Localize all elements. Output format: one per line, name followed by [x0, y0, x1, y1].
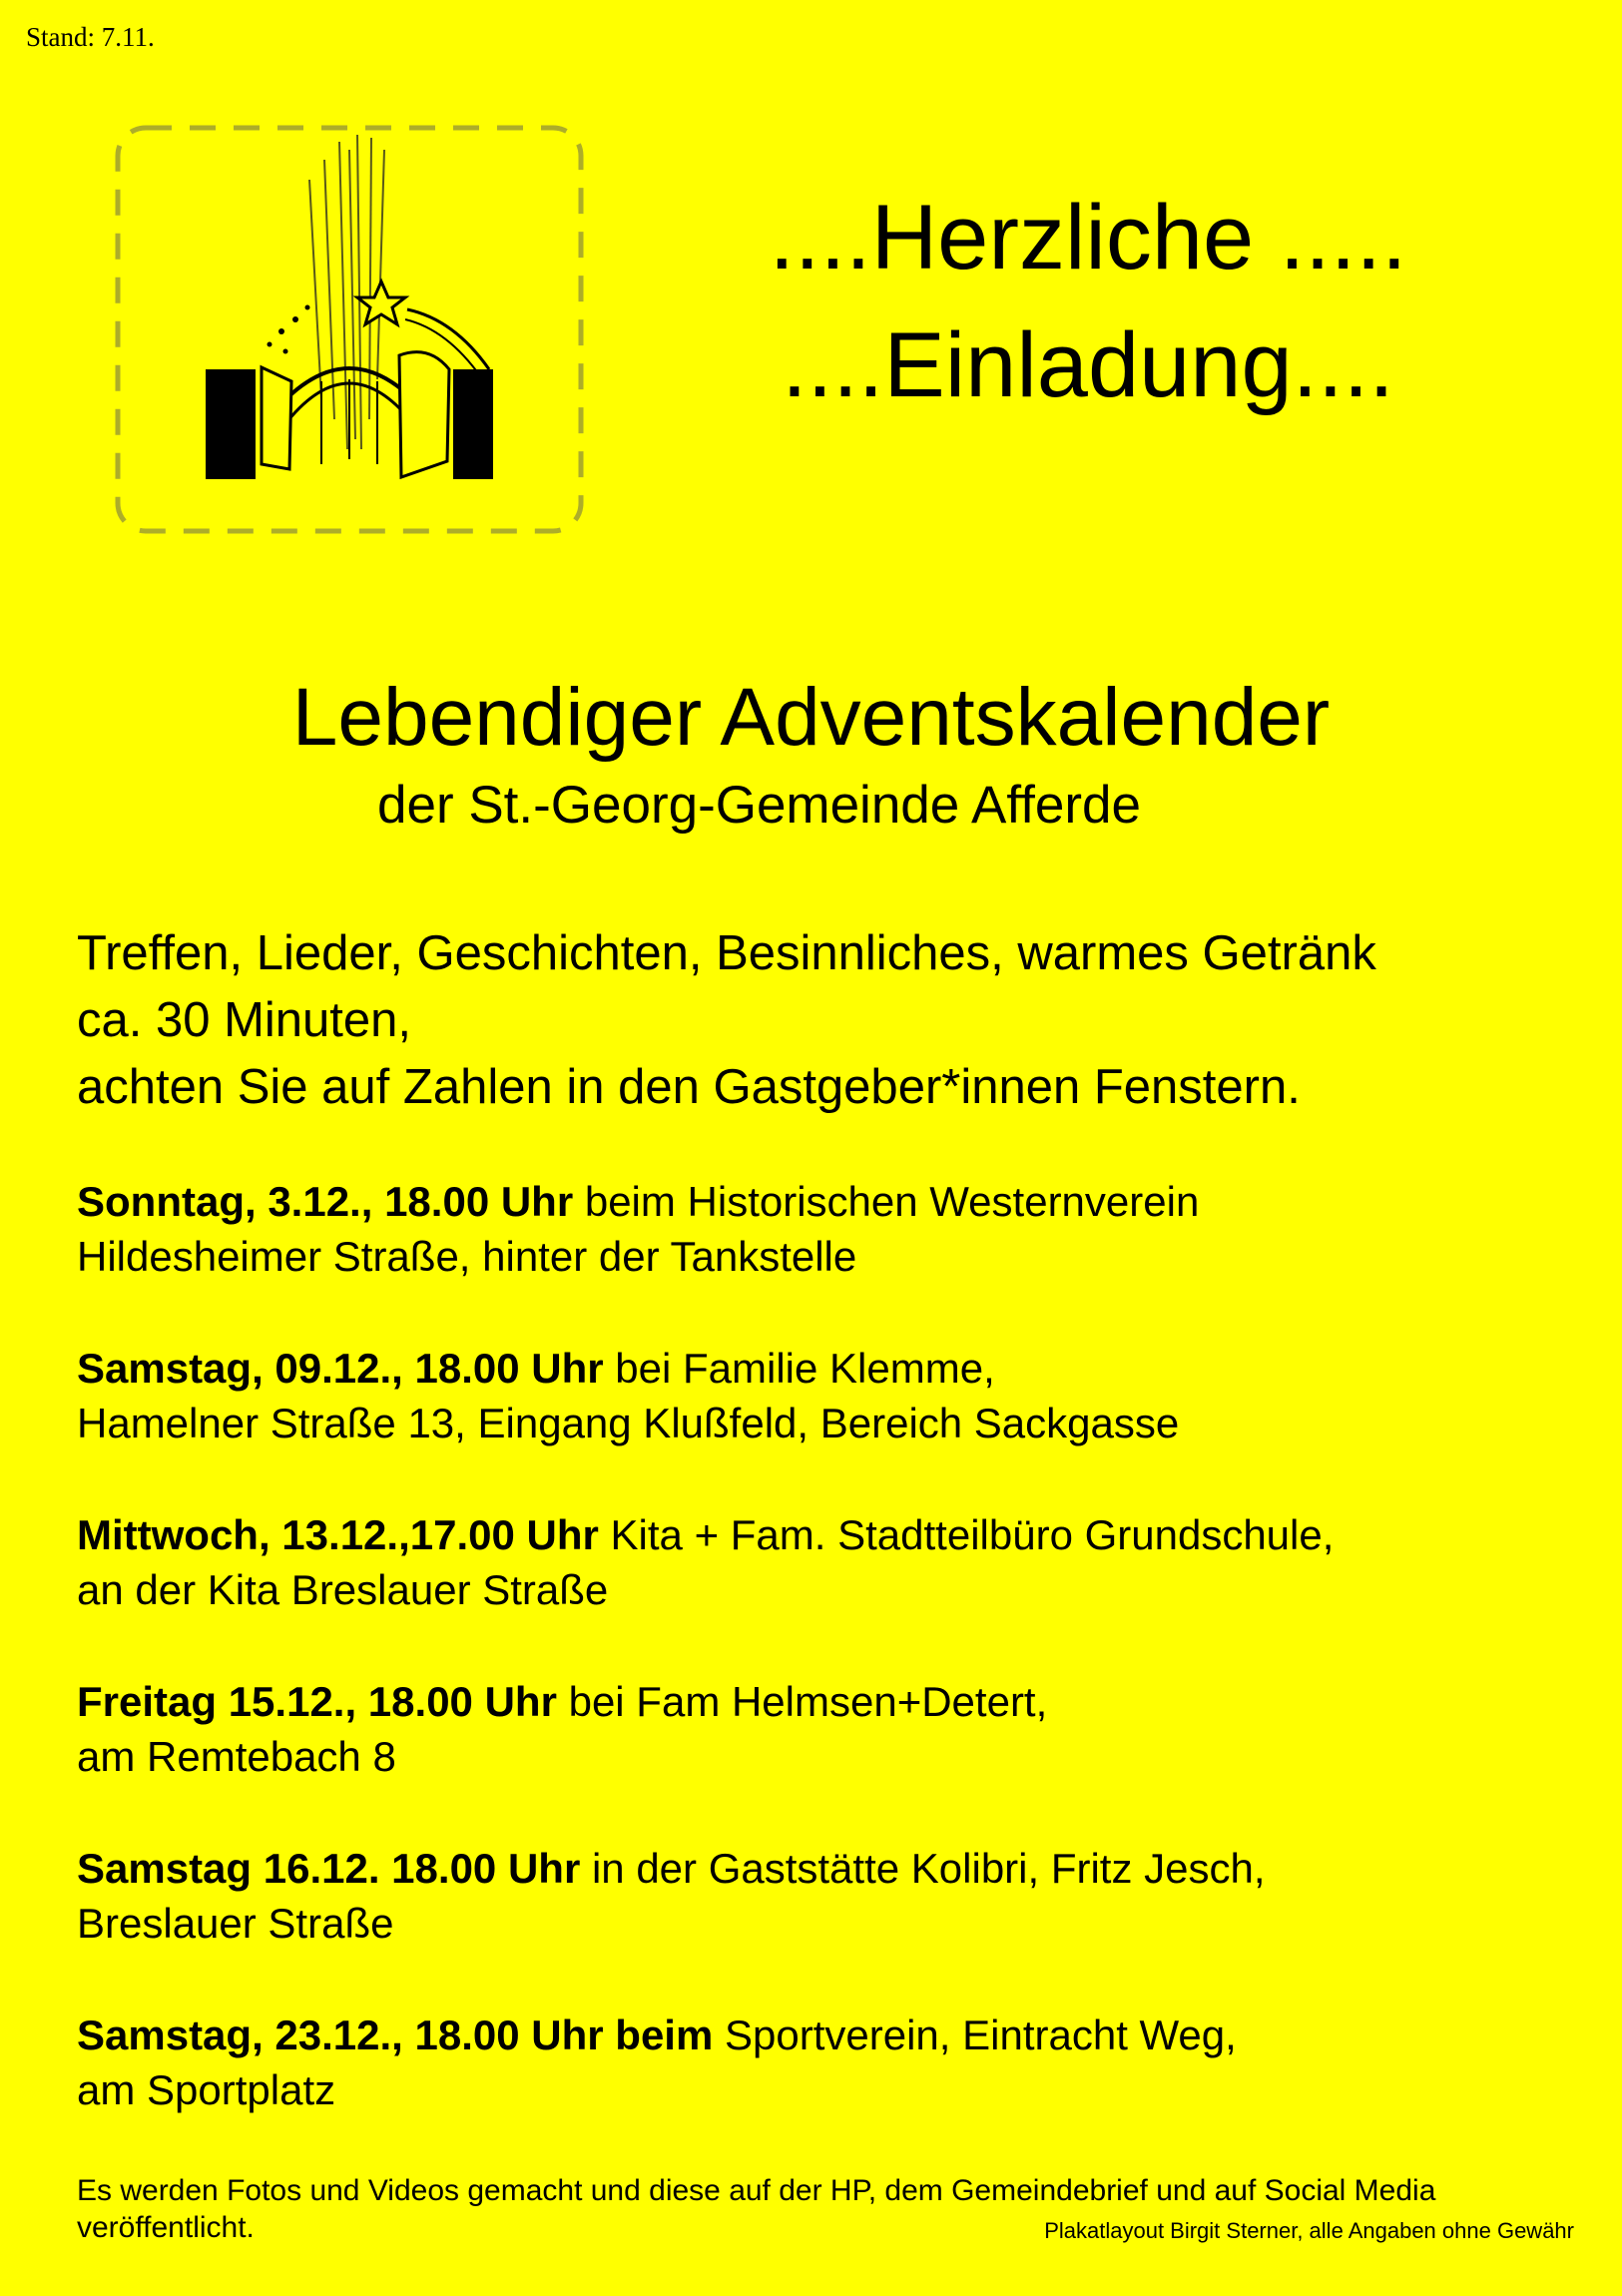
- event-item: [77, 1841, 1574, 2008]
- event-item: [77, 1507, 1574, 1674]
- event-address: Hamelner Straße 13, Eingang Klußfeld, Bereich Sackgasse: [77, 1400, 1180, 1446]
- footer-line: veröffentlicht.: [77, 2211, 255, 2244]
- event-item: [77, 2008, 1574, 2174]
- event-time: 18.00 Uhr: [379, 1845, 581, 1892]
- event-date: Sonntag, 3.12., 18.00 Uhr: [77, 1178, 574, 1225]
- event-location: Kita + Fam. Stadtteilbüro Grundschule,: [598, 1511, 1335, 1558]
- event-item: [77, 1674, 1574, 1841]
- event-item: [77, 1174, 1574, 1341]
- event-address: Breslauer Straße: [77, 1900, 394, 1947]
- event-location: bei Fam Helmsen+Detert,: [556, 1678, 1048, 1725]
- event-date: Samstag, 23.12., 18.00 Uhr beim: [77, 2011, 714, 2058]
- event-date: Freitag 15.12., 18.00 Uhr: [77, 1678, 557, 1725]
- greeting-line-2: ....Einladung....: [782, 314, 1394, 416]
- intro-text: [77, 920, 1376, 1121]
- intro-line: achten Sie auf Zahlen in den Gastgeber*innen Fenstern.: [77, 1060, 1301, 1114]
- footer-line: Es werden Fotos und Videos gemacht und diese auf der HP, dem Gemeindebrief und auf Social Media: [77, 2174, 1436, 2207]
- event-list: [77, 1174, 1574, 2174]
- intro-line: Treffen, Lieder, Geschichten, Besinnliches, warmes Getränk: [77, 926, 1376, 980]
- page-title: Lebendiger Adventskalender: [291, 672, 1331, 763]
- event-address: am Remtebach 8: [77, 1733, 396, 1780]
- event-location: in der Gaststätte Kolibri, Fritz Jesch,: [580, 1845, 1266, 1892]
- intro-line: ca. 30 Minuten,: [77, 993, 412, 1047]
- event-address: an der Kita Breslauer Straße: [77, 1566, 609, 1613]
- event-address: Hildesheimer Straße, hinter der Tankstelle: [77, 1233, 857, 1280]
- event-date: Samstag, 09.12., 18.00 Uhr: [77, 1345, 604, 1392]
- event-date: Mittwoch, 13.12.,17.00 Uhr: [77, 1511, 599, 1558]
- event-location: bei Familie Klemme,: [603, 1345, 995, 1392]
- event-item: [77, 1341, 1574, 1507]
- event-location: beim Historischen Westernverein: [573, 1178, 1200, 1225]
- layout-credit: Plakatlayout Birgit Sterner, alle Angaben ohne Gewähr: [1044, 2218, 1574, 2243]
- advent-door-logo: [110, 120, 589, 539]
- event-address: am Sportplatz: [77, 2066, 336, 2113]
- greeting-line-1: ....Herzliche .....: [769, 187, 1407, 288]
- page-subtitle: der St.-Georg-Gemeinde Afferde: [377, 776, 1141, 835]
- event-date: Samstag 16.12.: [77, 1845, 380, 1892]
- stand-date: Stand: 7.11.: [26, 22, 155, 52]
- event-location: Sportverein, Eintracht Weg,: [713, 2011, 1237, 2058]
